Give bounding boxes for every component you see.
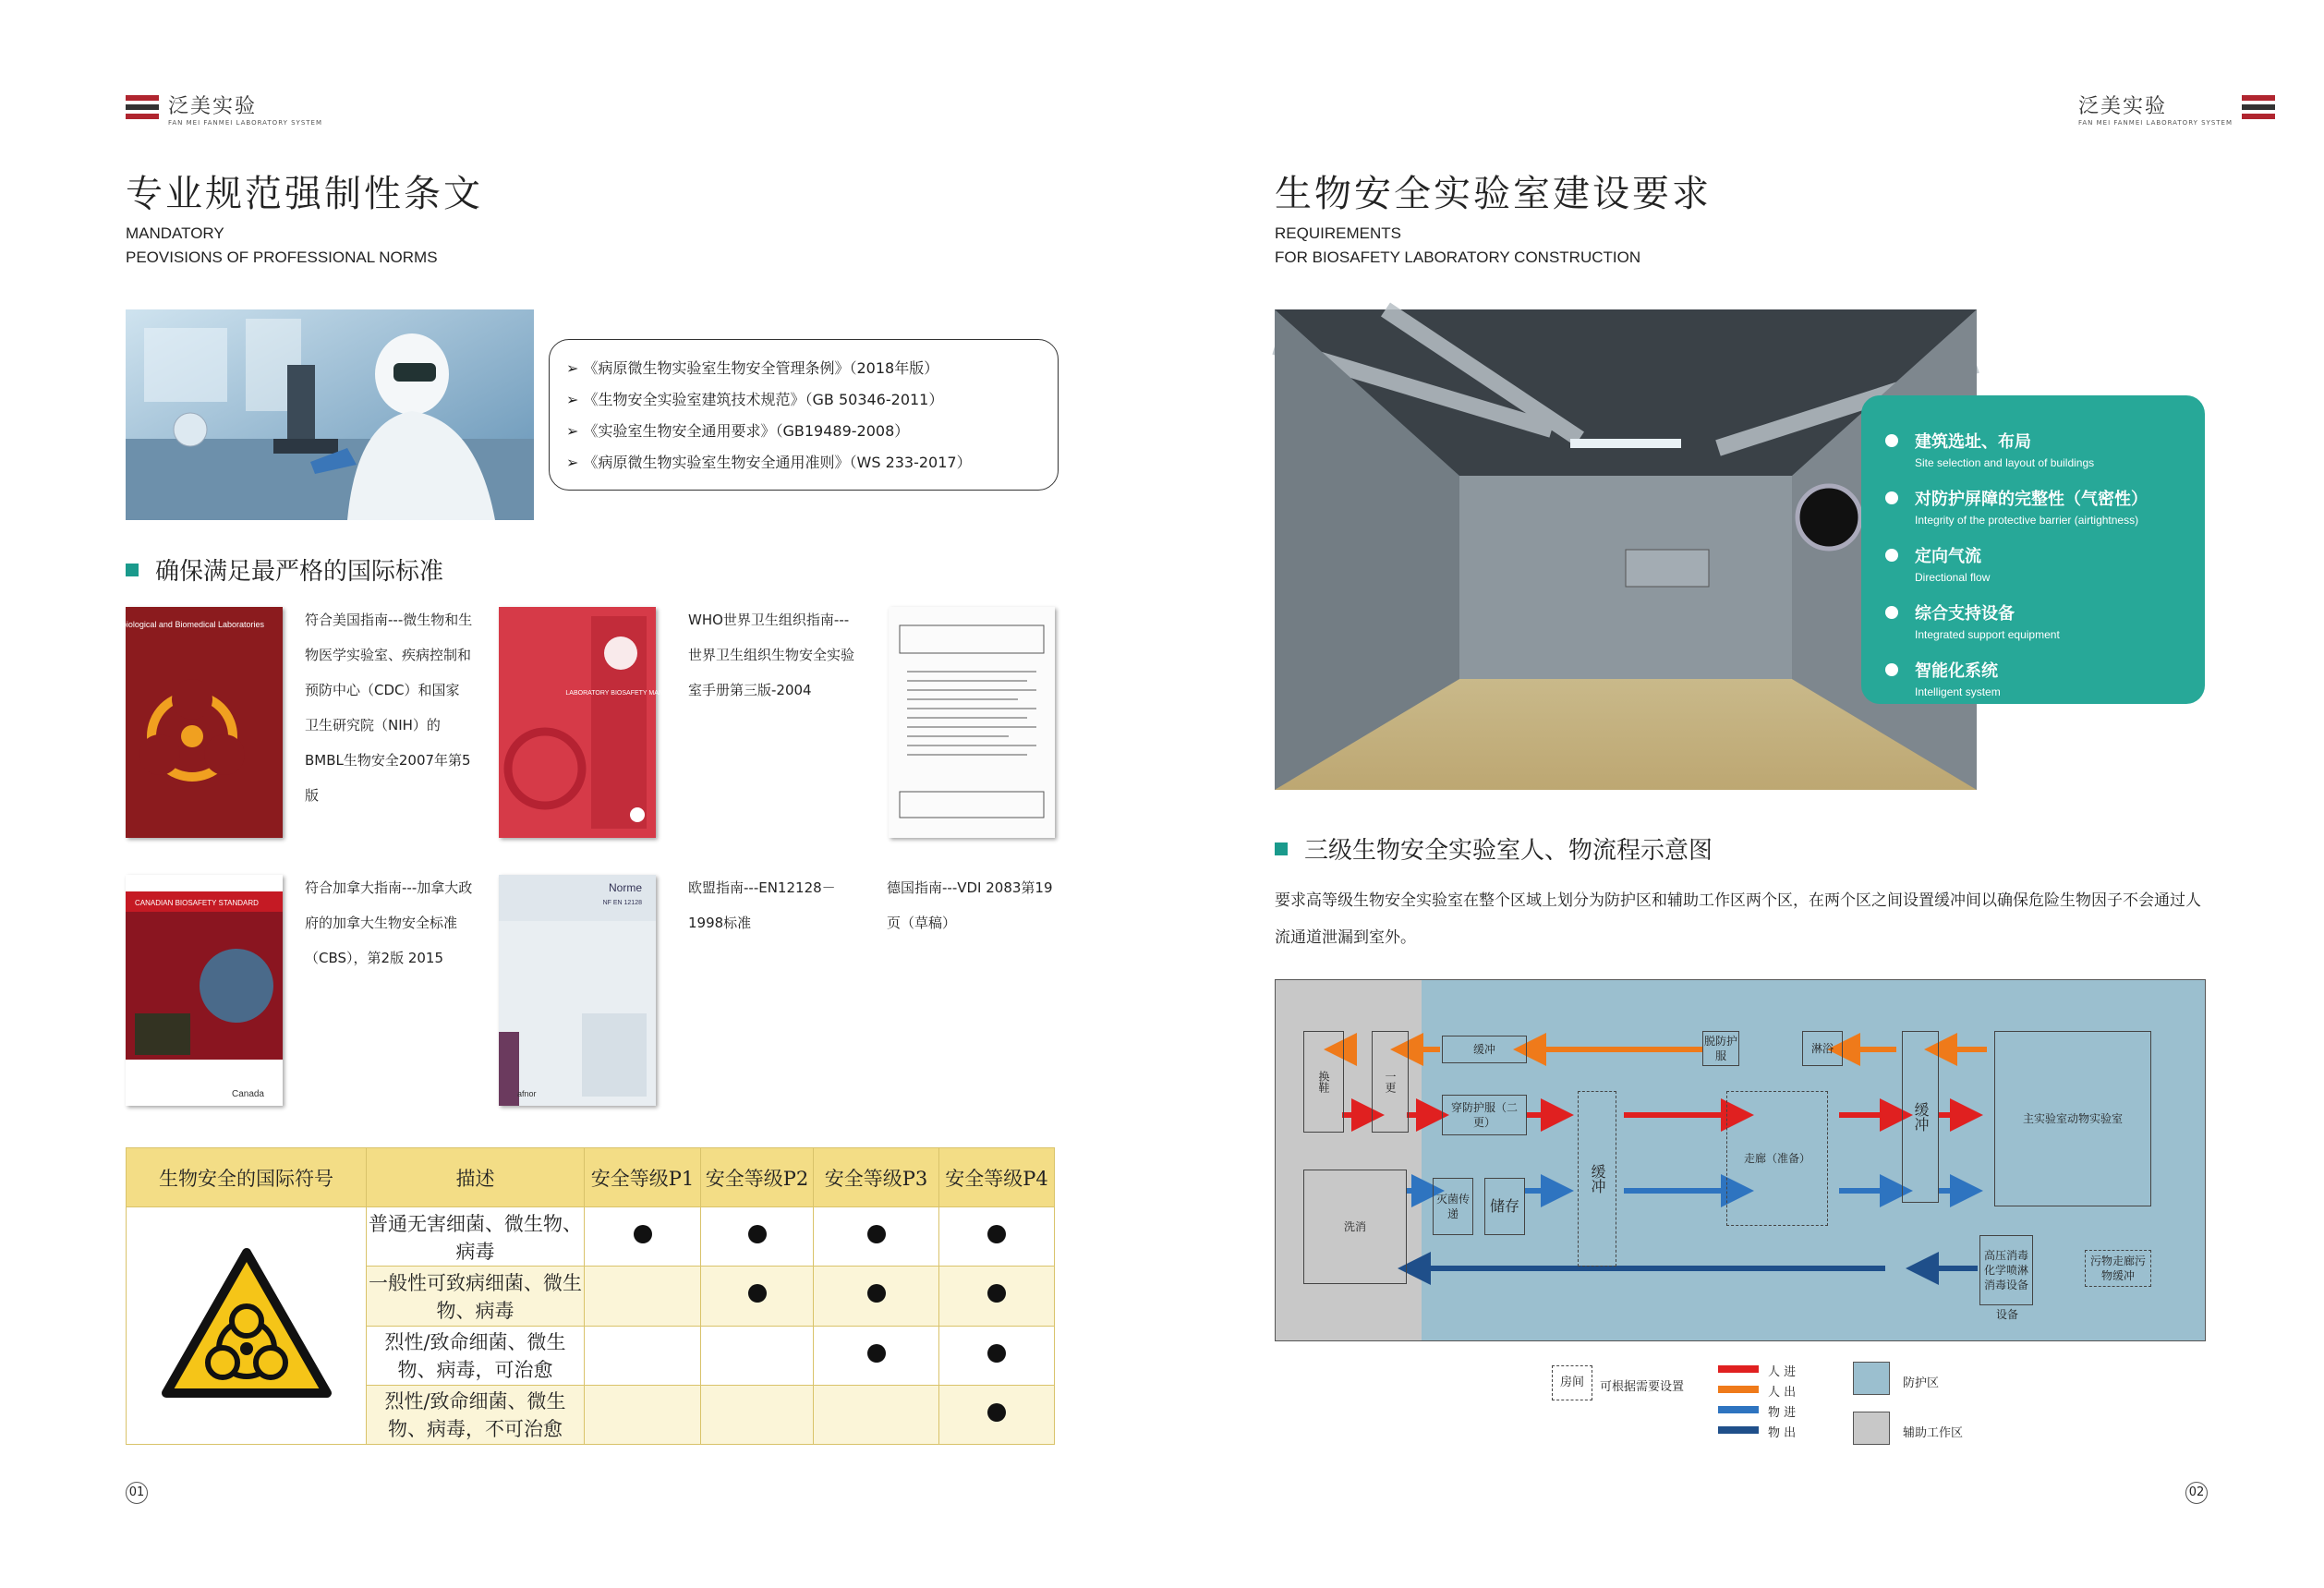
page-number-right: 02 <box>2185 1482 2208 1504</box>
level-dot-icon <box>867 1284 886 1303</box>
table-desc-cell: 一般性可致病细菌、微生物、病毒 <box>367 1267 585 1326</box>
table-level-cell <box>814 1267 939 1326</box>
table-header: 安全等级P4 <box>939 1148 1055 1207</box>
regulation-item: ➢ 《生物安全实验室建筑技术规范》（GB 50346-2011） <box>566 384 1041 416</box>
book-desc-canada: 符合加拿大指南---加拿大政府的加拿大生物安全标准（CBS），第2版 2015 <box>305 879 473 966</box>
left-en-line1: MANDATORY <box>126 224 224 242</box>
right-section-heading: 三级生物安全实验室人、物流程示意图 <box>1275 831 1713 866</box>
right-paragraph: 要求高等级生物安全实验室在整个区域上划分为防护区和辅助工作区两个区，在两个区之间设置缓冲间以确保危险生物因子不会通过人流通道泄漏到室外。 <box>1275 891 2201 947</box>
flow-label-equipment: 设备 <box>1995 1308 2018 1321</box>
cbs-cover-text: CANADIAN BIOSAFETY STANDARD <box>135 899 259 907</box>
table-header: 安全等级P2 <box>701 1148 814 1207</box>
requirement-item: 定向气流 Directional flow <box>1885 543 2183 584</box>
table-header: 描述 <box>367 1148 585 1207</box>
legend-aux-swatch <box>1853 1412 1890 1445</box>
flow-box-sterile: 灭菌传递 <box>1433 1178 1473 1235</box>
section-square-icon <box>126 564 139 576</box>
section-square-icon <box>1275 842 1288 855</box>
table-level-cell <box>939 1326 1055 1385</box>
flow-box-remove-suit: 脱防护服 <box>1702 1031 1739 1066</box>
norme-afnor-text: afnor <box>517 1089 537 1098</box>
table-level-cell <box>701 1207 814 1267</box>
table-level-cell <box>701 1326 814 1385</box>
table-header: 安全等级P1 <box>585 1148 701 1207</box>
brand-name: 泛美实验 <box>2078 95 2168 118</box>
bmbl-cover <box>55 607 283 838</box>
legend-goods-in: 物 进 <box>1768 1406 1797 1420</box>
level-dot-icon <box>987 1284 1006 1303</box>
norme-cover <box>499 875 656 1106</box>
flow-box-autoclave: 高压消毒化学喷淋消毒设备 <box>1979 1235 2033 1305</box>
flow-box-storage: 储存 <box>1484 1178 1525 1235</box>
legend-goods-in-arrow <box>1718 1406 1759 1413</box>
flow-box-buffer-top: 缓冲 <box>1442 1036 1527 1063</box>
brand-name: 泛美实验 <box>168 95 258 118</box>
table-level-cell <box>939 1267 1055 1326</box>
flow-box-buffer-mid: 缓冲 <box>1578 1091 1616 1267</box>
flow-diagram <box>1275 979 2206 1341</box>
table-desc-cell: 烈性/致命细菌、微生物、病毒，不可治愈 <box>367 1385 585 1444</box>
right-en-line2: FOR BIOSAFETY LABORATORY CONSTRUCTION <box>1275 249 1641 266</box>
table-level-cell <box>585 1385 701 1444</box>
table-header: 生物安全的国际符号 <box>127 1148 367 1207</box>
brand-logo-left <box>126 91 322 127</box>
brand-sub: FAN MEI FANMEI LABORATORY SYSTEM <box>168 119 323 127</box>
flow-box-wash: 洗消 <box>1303 1170 1407 1284</box>
book-desc-us: 符合美国指南---微生物和生物医学实验室、疾病控制和预防中心（CDC）和国家卫生研究院（NIH）的BMBL生物安全2007年第5版 <box>305 612 473 804</box>
level-dot-icon <box>987 1225 1006 1243</box>
table-row <box>127 1207 1055 1267</box>
legend-goods-out: 物 出 <box>1768 1426 1797 1440</box>
table-desc-cell: 烈性/致命细菌、微生物、病毒，可治愈 <box>367 1326 585 1385</box>
flow-box-first-change: 一更 <box>1372 1031 1409 1133</box>
right-page-title: 生物安全实验室建设要求 <box>1275 173 1712 215</box>
left-en-line2: PEOVISIONS OF PROFESSIONAL NORMS <box>126 249 438 266</box>
legend-people-out: 人 出 <box>1768 1386 1797 1400</box>
requirements-panel <box>1861 395 2205 704</box>
cbs-cover <box>126 875 283 1106</box>
level-dot-icon <box>987 1403 1006 1422</box>
left-section-heading: 确保满足最严格的国际标准 <box>126 552 443 587</box>
regulation-item: ➢ 《病原微生物实验室生物安全管理条例》（2018年版） <box>566 353 1041 384</box>
biohazard-icon <box>159 1245 334 1402</box>
regulation-list <box>549 339 1059 491</box>
left-page-title: 专业规范强制性条文 <box>126 173 483 215</box>
right-en-line1: REQUIREMENTS <box>1275 224 1401 242</box>
flow-box-main-lab: 主实验室动物实验室 <box>1994 1031 2151 1206</box>
table-level-cell <box>585 1267 701 1326</box>
requirement-item: 建筑选址、布局 Site selection and layout of buildings <box>1885 429 2183 469</box>
legend-people-in: 人 进 <box>1768 1365 1797 1379</box>
requirement-item: 综合支持设备 Integrated support equipment <box>1885 600 2183 641</box>
who-cover-text: LABORATORY BIOSAFETY MANUAL <box>565 690 676 697</box>
legend-protect-swatch <box>1853 1362 1890 1395</box>
legend-protect-label: 防护区 <box>1903 1376 1940 1390</box>
table-level-cell <box>701 1385 814 1444</box>
brand-sub: FAN MEI FANMEI LABORATORY SYSTEM <box>2078 119 2233 127</box>
diagram-legend <box>1552 1360 2198 1452</box>
level-dot-icon <box>867 1225 886 1243</box>
who-cover <box>499 607 676 838</box>
requirement-item: 智能化系统 Intelligent system <box>1885 658 2183 698</box>
book-desc-germany: 德国指南---VDI 2083第19页（草稿） <box>887 879 1053 931</box>
bmbl-cover-text: Biosafety in Microbiological and Biomedical Laboratories <box>55 620 264 629</box>
level-dot-icon <box>867 1344 886 1363</box>
table-level-cell <box>585 1326 701 1385</box>
table-level-cell <box>814 1385 939 1444</box>
flow-box-corridor: 走廊（准备） <box>1726 1091 1828 1226</box>
book-desc-eu: 欧盟指南---EN12128－1998标准 <box>688 879 836 931</box>
cbs-canada-text: Canada <box>231 1089 264 1099</box>
biosafety-level-table <box>126 1147 1055 1445</box>
legend-room-icon: 房间 <box>1552 1365 1592 1400</box>
requirement-item: 对防护屏障的完整性（气密性） Integrity of the protective barrier (airtightness) <box>1885 486 2183 527</box>
brand-mark-icon <box>126 95 159 123</box>
level-dot-icon <box>748 1225 767 1243</box>
flow-box-shower: 淋浴 <box>1802 1031 1843 1066</box>
table-level-cell <box>585 1207 701 1267</box>
level-dot-icon <box>987 1344 1006 1363</box>
table-header: 安全等级P3 <box>814 1148 939 1207</box>
table-level-cell <box>701 1267 814 1326</box>
table-level-cell <box>939 1207 1055 1267</box>
table-level-cell <box>814 1326 939 1385</box>
regulation-item: ➢ 《病原微生物实验室生物安全通用准则》（WS 233-2017） <box>566 447 1041 479</box>
brand-logo-right <box>2078 91 2275 127</box>
legend-room-note: 可根据需要设置 <box>1600 1380 1685 1394</box>
flow-box-change-shoes: 换鞋 <box>1303 1031 1344 1133</box>
legend-people-in-arrow <box>1718 1365 1759 1373</box>
level-dot-icon <box>748 1284 767 1303</box>
lab-scientist-photo <box>126 309 534 520</box>
flow-box-waste: 污物走廊污物缓冲 <box>2085 1250 2151 1287</box>
legend-goods-out-arrow <box>1718 1426 1759 1434</box>
vdi-cover <box>889 607 1055 838</box>
norme-cover-text: Norme <box>608 881 642 894</box>
table-desc-cell: 普通无害细菌、微生物、病毒 <box>367 1207 585 1267</box>
table-level-cell <box>939 1385 1055 1444</box>
table-level-cell <box>814 1207 939 1267</box>
page-number-left: 01 <box>126 1482 148 1504</box>
regulation-item: ➢ 《实验室生物安全通用要求》（GB19489-2008） <box>566 416 1041 447</box>
norme-cover-no: NF EN 12128 <box>602 900 642 906</box>
biohazard-symbol-cell <box>127 1207 367 1445</box>
flow-box-buffer-right: 缓冲 <box>1902 1031 1939 1203</box>
legend-people-out-arrow <box>1718 1386 1759 1393</box>
level-dot-icon <box>634 1225 652 1243</box>
legend-aux-label: 辅助工作区 <box>1903 1426 1964 1440</box>
book-desc-who: WHO世界卫生组织指南---世界卫生组织生物安全实验室手册第三版-2004 <box>688 612 855 698</box>
flow-box-wear-suit: 穿防护服（二更） <box>1442 1095 1527 1135</box>
brand-mark-icon <box>2242 95 2275 123</box>
